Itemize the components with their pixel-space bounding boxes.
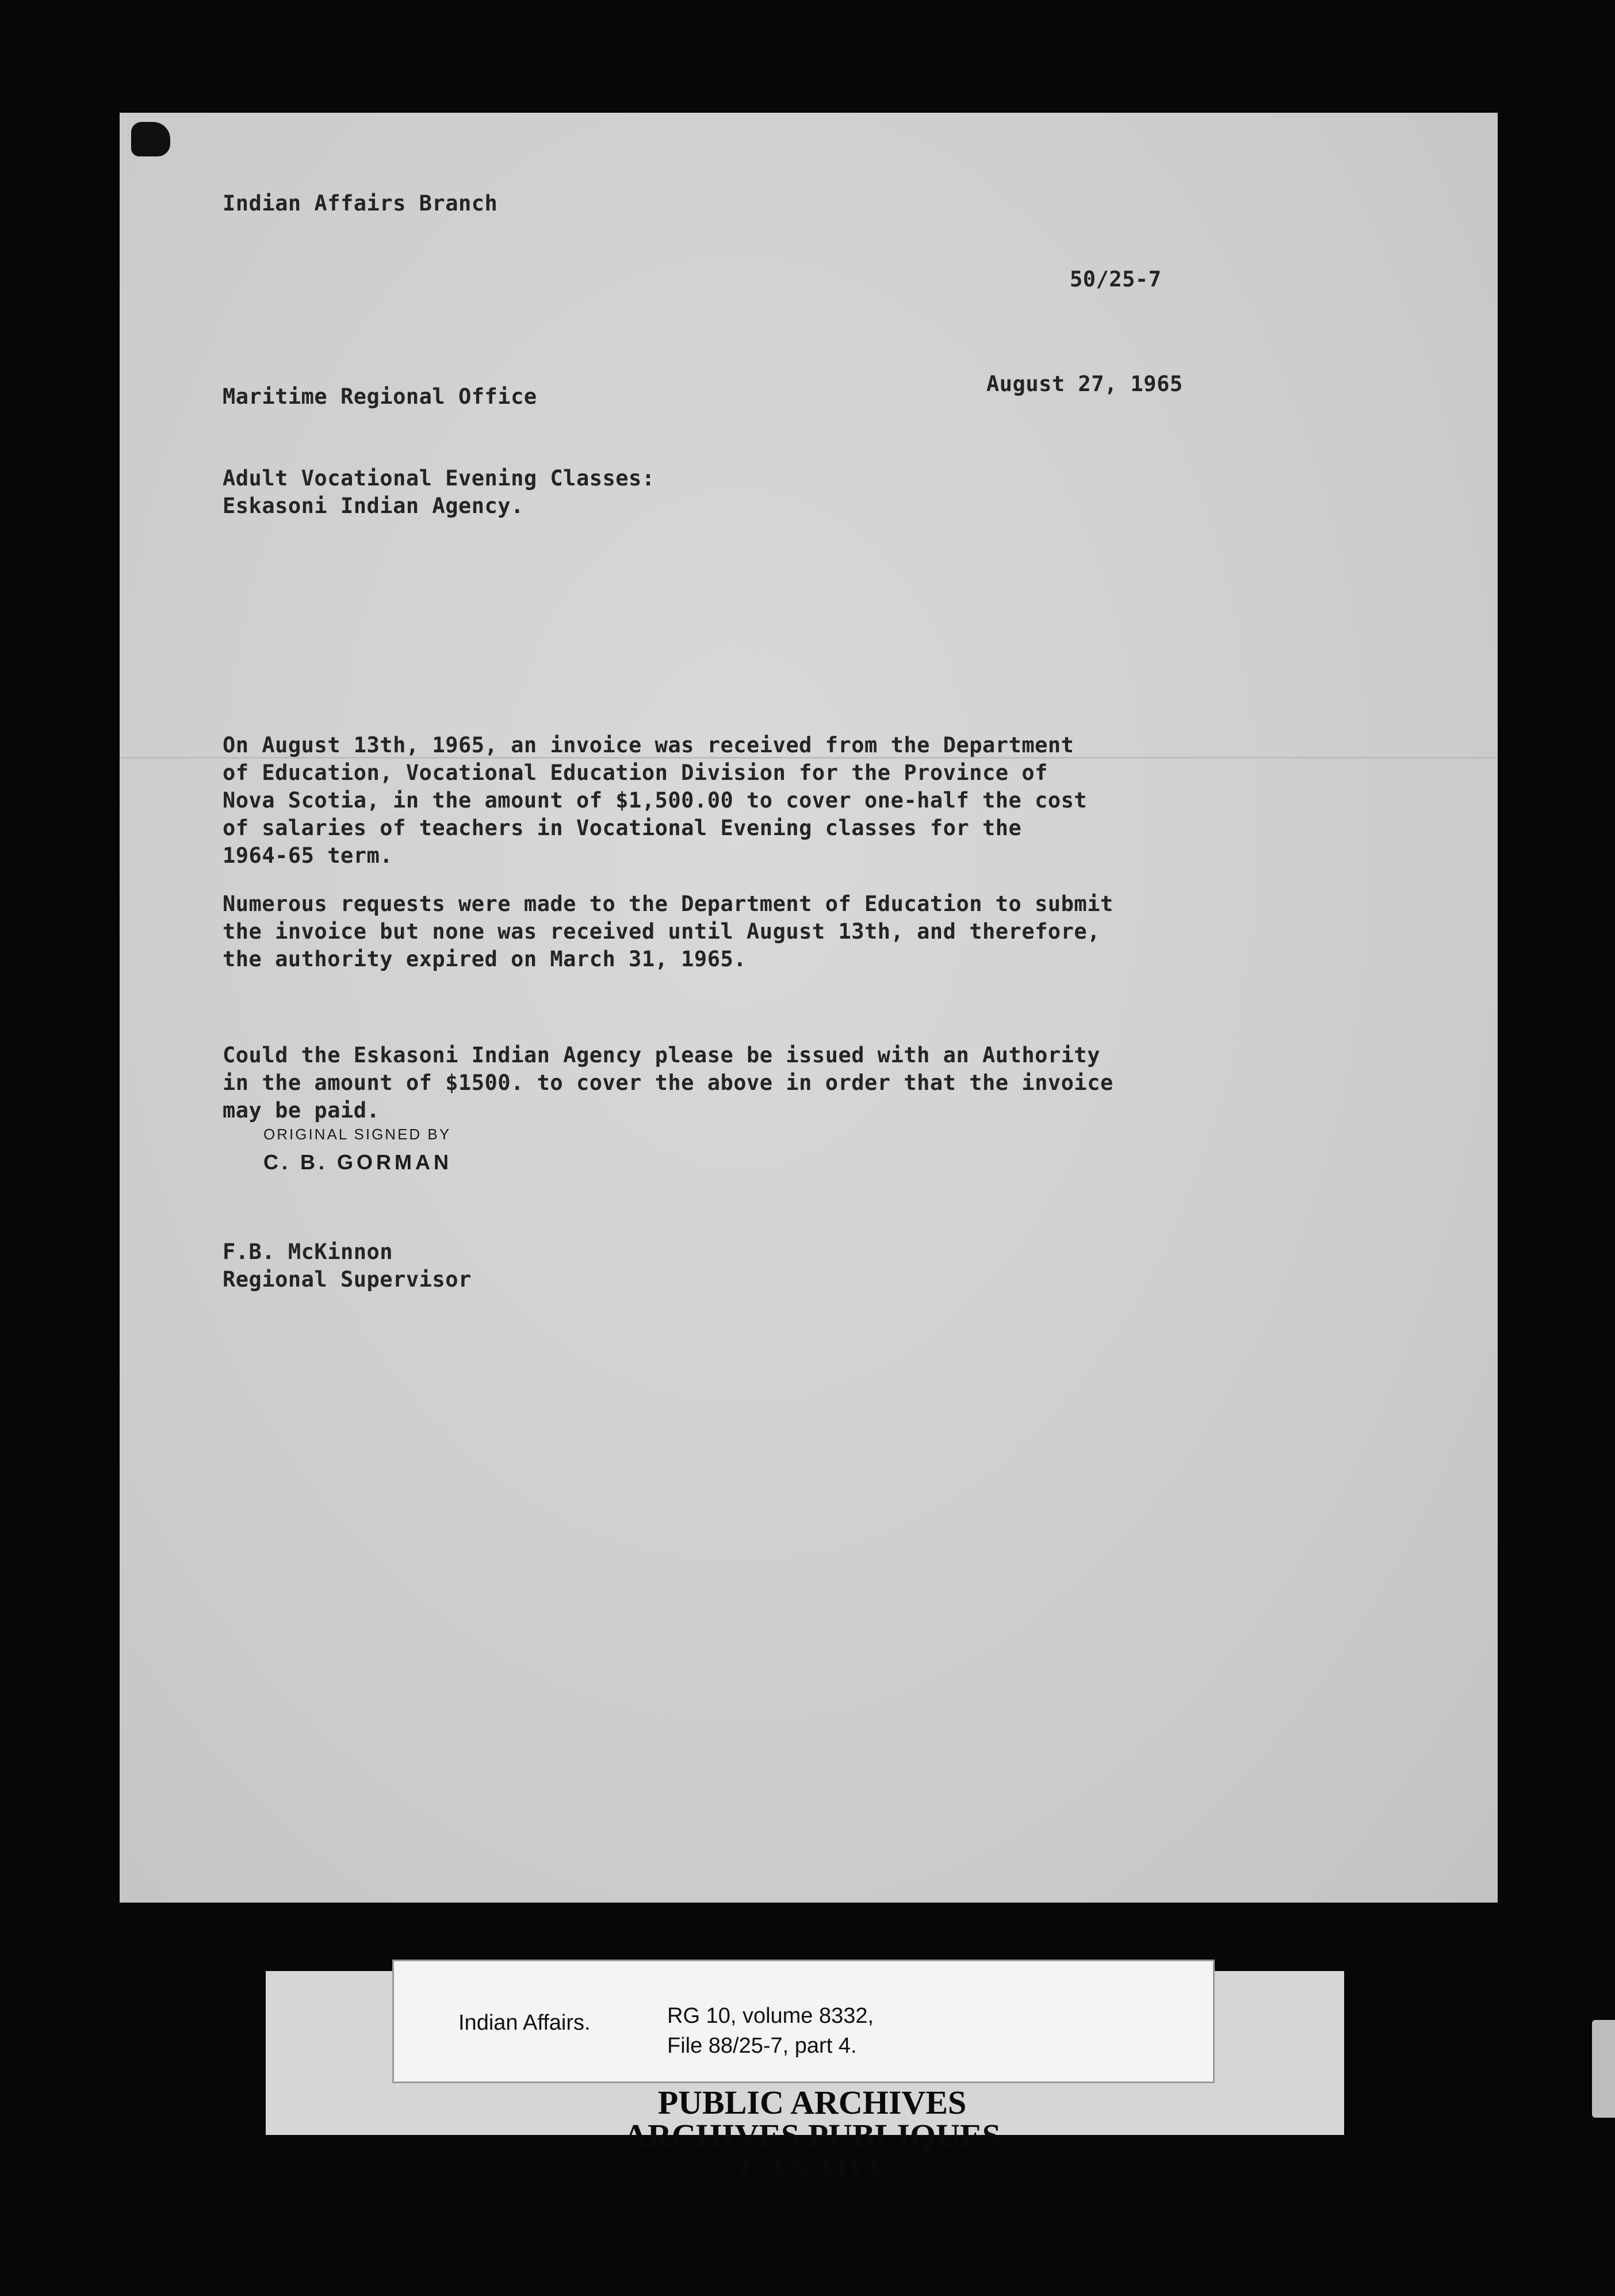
institution-line: ARCHIVES PUBLIQUES bbox=[623, 2117, 1001, 2155]
paragraph-line: of salaries of teachers in Vocational Evening classes for the bbox=[223, 816, 1022, 840]
stamp-caption: ORIGINAL SIGNED BY bbox=[263, 1126, 451, 1143]
signatory-title: Regional Supervisor bbox=[223, 1267, 472, 1292]
archive-reference-card bbox=[392, 1960, 1215, 2083]
punch-hole-mark bbox=[131, 122, 170, 156]
paragraph-line: Nova Scotia, in the amount of $1,500.00 to cover one-half the cost bbox=[223, 788, 1088, 813]
institution-line: CANADA bbox=[740, 2150, 885, 2188]
record-group-reference: RG 10, volume 8332, bbox=[667, 2004, 874, 2028]
body-paragraph bbox=[223, 732, 1087, 870]
paragraph-line: in the amount of $1500. to cover the above in order that the invoice bbox=[223, 1070, 1113, 1095]
paragraph-line: may be paid. bbox=[223, 1098, 380, 1123]
office-name: Maritime Regional Office bbox=[223, 384, 537, 409]
body-paragraph bbox=[223, 1042, 1113, 1124]
paragraph-line: Could the Eskasoni Indian Agency please be issued with an Authority bbox=[223, 1043, 1100, 1067]
signatory-name: F.B. McKinnon bbox=[223, 1239, 393, 1264]
letter-header: Indian Affairs Branch bbox=[223, 191, 498, 216]
paragraph-line: On August 13th, 1965, an invoice was received from the Department bbox=[223, 733, 1074, 757]
paragraph-line: the invoice but none was received until August 13th, and therefore, bbox=[223, 919, 1100, 944]
paragraph-line: 1964-65 term. bbox=[223, 843, 393, 868]
stamp-signer: C. B. GORMAN bbox=[263, 1150, 452, 1174]
letter-page bbox=[120, 113, 1498, 1903]
institution-line: PUBLIC ARCHIVES bbox=[657, 2084, 967, 2121]
letter-date: August 27, 1965 bbox=[986, 372, 1183, 396]
film-clip bbox=[1592, 2020, 1615, 2118]
paragraph-line: of Education, Vocational Education Division for the Province of bbox=[223, 760, 1048, 785]
file-reference: 50/25-7 bbox=[1070, 267, 1162, 292]
subject-line: Eskasoni Indian Agency. bbox=[223, 493, 524, 518]
paragraph-line: Numerous requests were made to the Department of Education to submit bbox=[223, 891, 1113, 916]
paragraph-line: the authority expired on March 31, 1965. bbox=[223, 947, 747, 971]
signatory-block bbox=[223, 1238, 472, 1294]
file-reference-line: File 88/25-7, part 4. bbox=[667, 2034, 857, 2058]
body-paragraph bbox=[223, 890, 1113, 973]
subject-line: Adult Vocational Evening Classes: bbox=[223, 466, 655, 491]
archives-institution bbox=[496, 2086, 1128, 2186]
collection-name: Indian Affairs. bbox=[458, 2011, 591, 2035]
signature-stamp bbox=[263, 1126, 452, 1174]
letter-subject bbox=[223, 465, 655, 520]
